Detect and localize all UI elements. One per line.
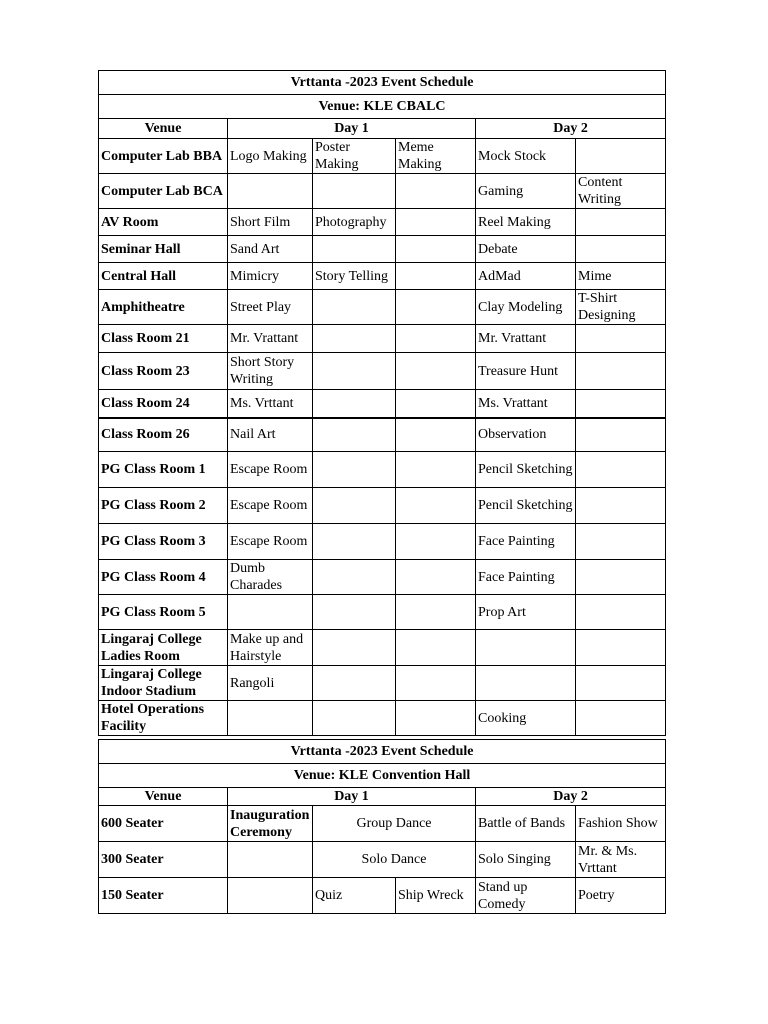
day1-event-cell: Rangoli bbox=[228, 666, 313, 701]
day1-event-cell bbox=[313, 236, 396, 263]
schedule-title: Vrttanta -2023 Event Schedule bbox=[99, 740, 666, 764]
day1-event-cell: Escape Room bbox=[228, 452, 313, 488]
day1-event-cell: Street Play bbox=[228, 290, 313, 325]
day1-event-cell bbox=[313, 452, 396, 488]
day2-event-cell: Observation bbox=[476, 418, 576, 452]
day2-event-cell: Gaming bbox=[476, 174, 576, 209]
venue-title: Venue: KLE Convention Hall bbox=[99, 764, 666, 788]
day1-event-cell: Escape Room bbox=[228, 524, 313, 560]
day1-event-cell: Inauguration Ceremony bbox=[228, 806, 313, 842]
table-row bbox=[99, 418, 666, 452]
day2-event-cell bbox=[476, 630, 576, 666]
day1-event-cell: Sand Art bbox=[228, 236, 313, 263]
day2-event-cell: Fashion Show bbox=[576, 806, 666, 842]
convention-hall-schedule-table bbox=[98, 739, 666, 914]
table-row bbox=[99, 488, 666, 524]
day1-event-cell: Story Telling bbox=[313, 263, 396, 290]
day2-event-cell: Face Painting bbox=[476, 560, 576, 595]
day2-header: Day 2 bbox=[476, 119, 666, 139]
day2-event-cell bbox=[576, 595, 666, 630]
schedule-title: Vrttanta -2023 Event Schedule bbox=[99, 71, 666, 95]
day1-event-cell bbox=[396, 488, 476, 524]
day1-event-cell bbox=[396, 595, 476, 630]
venue-cell: Amphitheatre bbox=[99, 290, 228, 325]
venue-cell: PG Class Room 5 bbox=[99, 595, 228, 630]
day1-event-cell: Mimicry bbox=[228, 263, 313, 290]
table-row bbox=[99, 353, 666, 390]
day2-event-cell: Mr. & Ms. Vrttant bbox=[576, 842, 666, 878]
day2-event-cell: Prop Art bbox=[476, 595, 576, 630]
table-row bbox=[99, 806, 666, 842]
day1-event-cell bbox=[396, 630, 476, 666]
venue-cell: Lingaraj College Indoor Stadium bbox=[99, 666, 228, 701]
day2-event-cell: Treasure Hunt bbox=[476, 353, 576, 390]
day1-event-cell bbox=[313, 560, 396, 595]
day1-event-cell: Dumb Charades bbox=[228, 560, 313, 595]
table-row bbox=[99, 390, 666, 418]
day1-event-cell: Group Dance bbox=[313, 806, 476, 842]
day1-event-cell bbox=[228, 701, 313, 736]
day2-header: Day 2 bbox=[476, 788, 666, 806]
day1-event-cell bbox=[313, 630, 396, 666]
day1-event-cell: Make up and Hairstyle bbox=[228, 630, 313, 666]
day2-event-cell bbox=[576, 701, 666, 736]
day2-event-cell: Pencil Sketching bbox=[476, 452, 576, 488]
day2-event-cell bbox=[576, 325, 666, 353]
day1-event-cell bbox=[313, 325, 396, 353]
venue-cell: PG Class Room 3 bbox=[99, 524, 228, 560]
venue-cell: Lingaraj College Ladies Room bbox=[99, 630, 228, 666]
venue-cell: Class Room 21 bbox=[99, 325, 228, 353]
venue-cell: Class Room 24 bbox=[99, 390, 228, 418]
venue-cell: Hotel Operations Facility bbox=[99, 701, 228, 736]
day1-event-cell bbox=[313, 488, 396, 524]
day2-event-cell: Poetry bbox=[576, 878, 666, 914]
day2-event-cell: Reel Making bbox=[476, 209, 576, 236]
day2-event-cell: Debate bbox=[476, 236, 576, 263]
day2-event-cell: Content Writing bbox=[576, 174, 666, 209]
day1-event-cell: Photography bbox=[313, 209, 396, 236]
day2-event-cell bbox=[576, 418, 666, 452]
day1-event-cell bbox=[396, 263, 476, 290]
day2-event-cell: Cooking bbox=[476, 701, 576, 736]
cbalc-schedule-table bbox=[98, 70, 666, 736]
day2-event-cell bbox=[576, 630, 666, 666]
venue-cell: 300 Seater bbox=[99, 842, 228, 878]
venue-cell: PG Class Room 2 bbox=[99, 488, 228, 524]
day1-event-cell bbox=[396, 418, 476, 452]
table-row bbox=[99, 560, 666, 595]
day1-event-cell bbox=[396, 325, 476, 353]
day1-event-cell: Nail Art bbox=[228, 418, 313, 452]
table-row bbox=[99, 263, 666, 290]
day2-event-cell bbox=[576, 666, 666, 701]
day1-event-cell bbox=[313, 290, 396, 325]
day2-event-cell: Clay Modeling bbox=[476, 290, 576, 325]
day1-event-cell: Ms. Vrttant bbox=[228, 390, 313, 418]
day1-event-cell: Solo Dance bbox=[313, 842, 476, 878]
day1-event-cell bbox=[313, 524, 396, 560]
venue-cell: 600 Seater bbox=[99, 806, 228, 842]
day2-event-cell: AdMad bbox=[476, 263, 576, 290]
venue-cell: Computer Lab BCA bbox=[99, 174, 228, 209]
day2-event-cell bbox=[576, 236, 666, 263]
day2-event-cell: Stand up Comedy bbox=[476, 878, 576, 914]
table-row bbox=[99, 595, 666, 630]
day2-event-cell bbox=[576, 524, 666, 560]
day1-event-cell: Ship Wreck bbox=[396, 878, 476, 914]
day1-event-cell bbox=[228, 174, 313, 209]
day2-event-cell: Mock Stock bbox=[476, 139, 576, 174]
venue-cell: Seminar Hall bbox=[99, 236, 228, 263]
day1-event-cell: Meme Making bbox=[396, 139, 476, 174]
day2-event-cell: Face Painting bbox=[476, 524, 576, 560]
day1-event-cell: Short Film bbox=[228, 209, 313, 236]
venue-cell: Class Room 26 bbox=[99, 418, 228, 452]
day1-event-cell: Escape Room bbox=[228, 488, 313, 524]
venue-cell: 150 Seater bbox=[99, 878, 228, 914]
day1-event-cell bbox=[313, 701, 396, 736]
day1-event-cell bbox=[396, 452, 476, 488]
table-row bbox=[99, 236, 666, 263]
day1-event-cell bbox=[313, 418, 396, 452]
day2-event-cell bbox=[576, 390, 666, 418]
day2-event-cell bbox=[576, 139, 666, 174]
day2-event-cell: Solo Singing bbox=[476, 842, 576, 878]
day1-header: Day 1 bbox=[228, 788, 476, 806]
day1-event-cell bbox=[313, 390, 396, 418]
day1-event-cell: Short Story Writing bbox=[228, 353, 313, 390]
day1-header: Day 1 bbox=[228, 119, 476, 139]
day1-event-cell bbox=[396, 353, 476, 390]
table-row bbox=[99, 701, 666, 736]
venue-cell: Central Hall bbox=[99, 263, 228, 290]
venue-header: Venue bbox=[99, 788, 228, 806]
day1-event-cell: Quiz bbox=[313, 878, 396, 914]
day1-event-cell bbox=[396, 290, 476, 325]
day1-event-cell bbox=[313, 666, 396, 701]
venue-cell: PG Class Room 4 bbox=[99, 560, 228, 595]
day2-event-cell bbox=[476, 666, 576, 701]
venue-cell: AV Room bbox=[99, 209, 228, 236]
day1-event-cell: Logo Making bbox=[228, 139, 313, 174]
table-row bbox=[99, 842, 666, 878]
day1-event-cell bbox=[396, 236, 476, 263]
day1-event-cell bbox=[228, 842, 313, 878]
table-row bbox=[99, 139, 666, 174]
day1-event-cell bbox=[313, 595, 396, 630]
day2-event-cell bbox=[576, 209, 666, 236]
day1-event-cell bbox=[396, 666, 476, 701]
table-row bbox=[99, 452, 666, 488]
day1-event-cell bbox=[228, 878, 313, 914]
day1-event-cell bbox=[396, 174, 476, 209]
day2-event-cell: T-Shirt Designing bbox=[576, 290, 666, 325]
day1-event-cell bbox=[396, 209, 476, 236]
table-row bbox=[99, 666, 666, 701]
day1-event-cell bbox=[313, 353, 396, 390]
day1-event-cell bbox=[396, 560, 476, 595]
table-row bbox=[99, 630, 666, 666]
day2-event-cell bbox=[576, 353, 666, 390]
venue-cell: PG Class Room 1 bbox=[99, 452, 228, 488]
day1-event-cell bbox=[396, 701, 476, 736]
table-row bbox=[99, 524, 666, 560]
day2-event-cell: Ms. Vrattant bbox=[476, 390, 576, 418]
table-row bbox=[99, 209, 666, 236]
day1-event-cell: Mr. Vrattant bbox=[228, 325, 313, 353]
day2-event-cell bbox=[576, 560, 666, 595]
day1-event-cell: Poster Making bbox=[313, 139, 396, 174]
day2-event-cell bbox=[576, 452, 666, 488]
day1-event-cell bbox=[313, 174, 396, 209]
table-row bbox=[99, 290, 666, 325]
day2-event-cell: Mime bbox=[576, 263, 666, 290]
table-row bbox=[99, 174, 666, 209]
day1-event-cell bbox=[228, 595, 313, 630]
day1-event-cell bbox=[396, 390, 476, 418]
venue-cell: Class Room 23 bbox=[99, 353, 228, 390]
day2-event-cell: Pencil Sketching bbox=[476, 488, 576, 524]
table-row bbox=[99, 325, 666, 353]
venue-header: Venue bbox=[99, 119, 228, 139]
day2-event-cell bbox=[576, 488, 666, 524]
day2-event-cell: Battle of Bands bbox=[476, 806, 576, 842]
table-row bbox=[99, 878, 666, 914]
venue-title: Venue: KLE CBALC bbox=[99, 95, 666, 119]
day1-event-cell bbox=[396, 524, 476, 560]
day2-event-cell: Mr. Vrattant bbox=[476, 325, 576, 353]
venue-cell: Computer Lab BBA bbox=[99, 139, 228, 174]
